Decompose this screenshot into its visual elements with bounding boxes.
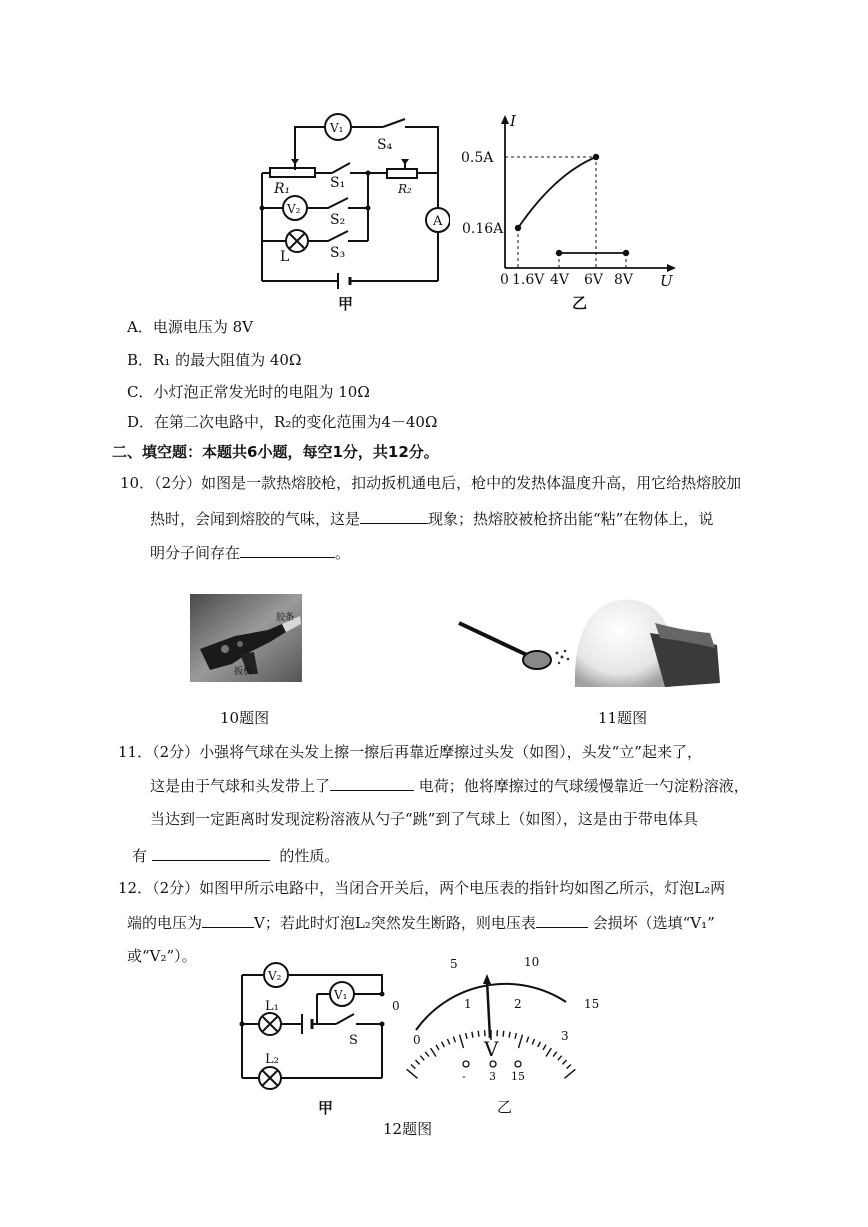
q12-dial-tick [509, 1032, 510, 1038]
q12-line2 [127, 912, 715, 933]
q12-dial-tick [453, 1037, 455, 1043]
q12-dial-inner-3: 3 [561, 1029, 569, 1043]
q12-dial-tick [431, 1048, 436, 1056]
q12-dial-tick [436, 1045, 439, 1050]
q9-label-jia: 甲 [338, 295, 354, 313]
q9-label-v1: V₁ [330, 121, 344, 135]
q11-line2 [150, 775, 749, 796]
q10-photo-label-bottom: 扳机 [234, 667, 253, 677]
q10-glue-gun-photo [190, 594, 302, 682]
q9-iu-graph [460, 110, 680, 315]
q12-dial-tick [562, 1060, 566, 1064]
q12-label-l2: L₂ [265, 1052, 279, 1067]
q12-dial-tick [558, 1056, 562, 1061]
q10-line3-b: 。 [335, 544, 351, 562]
q10-line2-a: 热时，会闻到熔胶的气味，这是 [150, 510, 361, 528]
q12-dial-tick [472, 1032, 473, 1038]
q9-graph-xtick-0: 1.6V [512, 272, 545, 288]
q9-label-r1: R₁ [274, 181, 291, 197]
q12-dial-tick [420, 1056, 424, 1061]
q9-label-v2: V₂ [287, 202, 301, 216]
q12-dial-tick [538, 1042, 541, 1047]
q11-blank-1[interactable] [330, 775, 414, 791]
q12-terminal-minus: - [462, 1070, 466, 1083]
q12-dial-inner-1: 1 [464, 997, 472, 1011]
q10-line3-a: 明分子间存在 [150, 544, 241, 562]
q12-circuit-diagram [232, 958, 392, 1118]
q10-line3 [150, 542, 350, 563]
q9-graph-y-label: I [510, 112, 516, 130]
q12-dial-needle [487, 980, 490, 1038]
q9-label-l: L [280, 249, 290, 265]
q12-line2-c: 会损坏（选填“V₁” [592, 914, 715, 932]
q9-option-d: D．在第二次电路中，R₂的变化范围为4－40Ω [127, 413, 438, 431]
q9-label-s4: S₄ [377, 137, 393, 153]
q11-line2-b: 电荷；他将摩擦过的气球缓慢靠近一勺淀粉溶液， [418, 777, 749, 795]
q12-dial-tick [553, 1052, 557, 1057]
q12-blank-1[interactable] [202, 912, 254, 928]
q12-dial-tick [416, 1060, 420, 1064]
q12-dial-tick [567, 1065, 571, 1069]
q12-dial-tick [503, 1031, 504, 1037]
q12-dial-tick [543, 1045, 546, 1050]
q12-terminal-3: 3 [489, 1070, 496, 1083]
q12-dial-unit: V [484, 1037, 499, 1061]
q9-iu-curve [518, 157, 596, 228]
q11-balloon-photo [455, 593, 725, 687]
q12-dial-tick [515, 1033, 516, 1039]
q10-line2 [150, 508, 713, 529]
q9-graph-ytick-1: 0.16A [462, 221, 504, 237]
q12-dial-tick [478, 1031, 479, 1037]
q12-label-v2: V₂ [268, 969, 282, 983]
q12-line2-a: 端的电压为 [127, 914, 203, 932]
q12-dial-tick [411, 1065, 415, 1069]
q12-dial-tick [527, 1037, 529, 1043]
q11-line4 [132, 845, 339, 866]
q10-blank-2[interactable] [240, 542, 335, 558]
q9-graph-ytick-0: 0.5A [461, 150, 494, 166]
q10-blank-1[interactable] [360, 508, 428, 524]
q12-label-yi: 乙 [497, 1098, 513, 1116]
q12-dial-outer-15: 15 [584, 997, 600, 1011]
q9-label-yi: 乙 [572, 294, 588, 312]
q11-line3: 当达到一定距离时发现淀粉溶液从勺子“跳”到了气球上（如图），这是由于带电体具 [150, 810, 698, 828]
q11-line1: 11．（2分）小强将气球在头发上擦一擦后再靠近摩擦过头发（如图），头发“立”起来了， [118, 743, 702, 761]
q12-voltmeter-dial [388, 950, 603, 1120]
q12-label-s: S [349, 1033, 358, 1048]
q9-graph-x-label: U [660, 272, 673, 290]
q10-caption: 10题图 [220, 709, 270, 727]
q12-dial-tick [532, 1039, 534, 1045]
q9-option-a: A．电源电压为 8V [127, 318, 253, 336]
q9-graph-xtick-1: 4V [550, 272, 570, 288]
q10-photo-label-top: 胶条 [276, 613, 295, 623]
q12-line3: 或“V₂”）。 [127, 947, 197, 965]
q12-dial-tick [519, 1035, 523, 1048]
q12-dial-outer-5: 5 [450, 957, 458, 971]
q9-label-a: A [433, 214, 443, 229]
q12-dial-tick [466, 1033, 467, 1039]
q12-dial-tick [407, 1069, 418, 1078]
q9-graph-xtick-2: 6V [584, 272, 604, 288]
q9-graph-origin: 0 [500, 272, 509, 288]
q12-label-jia: 甲 [318, 1099, 334, 1117]
q10-line2-b: 现象；热熔胶被枪挤出能“粘”在物体上，说 [428, 510, 714, 528]
q9-label-s1: S₁ [330, 175, 346, 191]
q12-dial-outer-0: 0 [392, 999, 400, 1013]
q9-label-s3: S₃ [330, 245, 346, 261]
q12-label-v1: V₁ [334, 988, 348, 1002]
q9-graph-xtick-3: 8V [614, 272, 634, 288]
q11-line4-b: 的性质。 [279, 847, 340, 865]
q9-circuit-diagram [250, 105, 450, 315]
section2-title: 二、填空题：本题共6小题，每空1分，共12分。 [112, 443, 439, 461]
q12-line2-b: V；若此时灯泡L₂突然发生断路，则电压表 [254, 914, 536, 932]
q12-caption: 12题图 [383, 1120, 433, 1138]
q9-option-b: B．R₁ 的最大阻值为 40Ω [127, 351, 302, 369]
q12-dial-inner-0: 0 [413, 1033, 421, 1047]
q12-dial-tick [546, 1048, 551, 1056]
q11-line2-a: 这是由于气球和头发带上了 [150, 777, 331, 795]
q9-label-r2: R₂ [398, 182, 412, 196]
q11-caption: 11题图 [598, 709, 648, 727]
q12-blank-2[interactable] [536, 912, 588, 928]
q12-terminal-15: 15 [511, 1070, 525, 1083]
q11-blank-2[interactable] [152, 845, 270, 861]
q12-dial-tick [425, 1052, 429, 1057]
q11-line4-a: 有 [132, 847, 148, 865]
q12-dial-tick [565, 1069, 576, 1078]
q12-dial-tick [442, 1042, 445, 1047]
q10-line1: 10．（2分）如图是一款热熔胶枪，扣动扳机通电后，枪中的发热体温度升高，用它给热熔胶加 [120, 474, 742, 492]
q12-dial-tick [460, 1035, 464, 1048]
q9-label-s2: S₂ [330, 212, 346, 228]
q9-option-c: C．小灯泡正常发光时的电阻为 10Ω [127, 383, 370, 401]
q12-dial-outer-10: 10 [524, 955, 540, 969]
q12-label-l1: L₁ [265, 999, 279, 1014]
q12-dial-arc [416, 984, 566, 1030]
q12-line1: 12．（2分）如图甲所示电路中，当闭合开关后，两个电压表的指针均如图乙所示，灯泡L₂两 [118, 879, 726, 897]
q12-dial-inner-2: 2 [514, 997, 522, 1011]
q12-dial-tick [447, 1039, 449, 1045]
